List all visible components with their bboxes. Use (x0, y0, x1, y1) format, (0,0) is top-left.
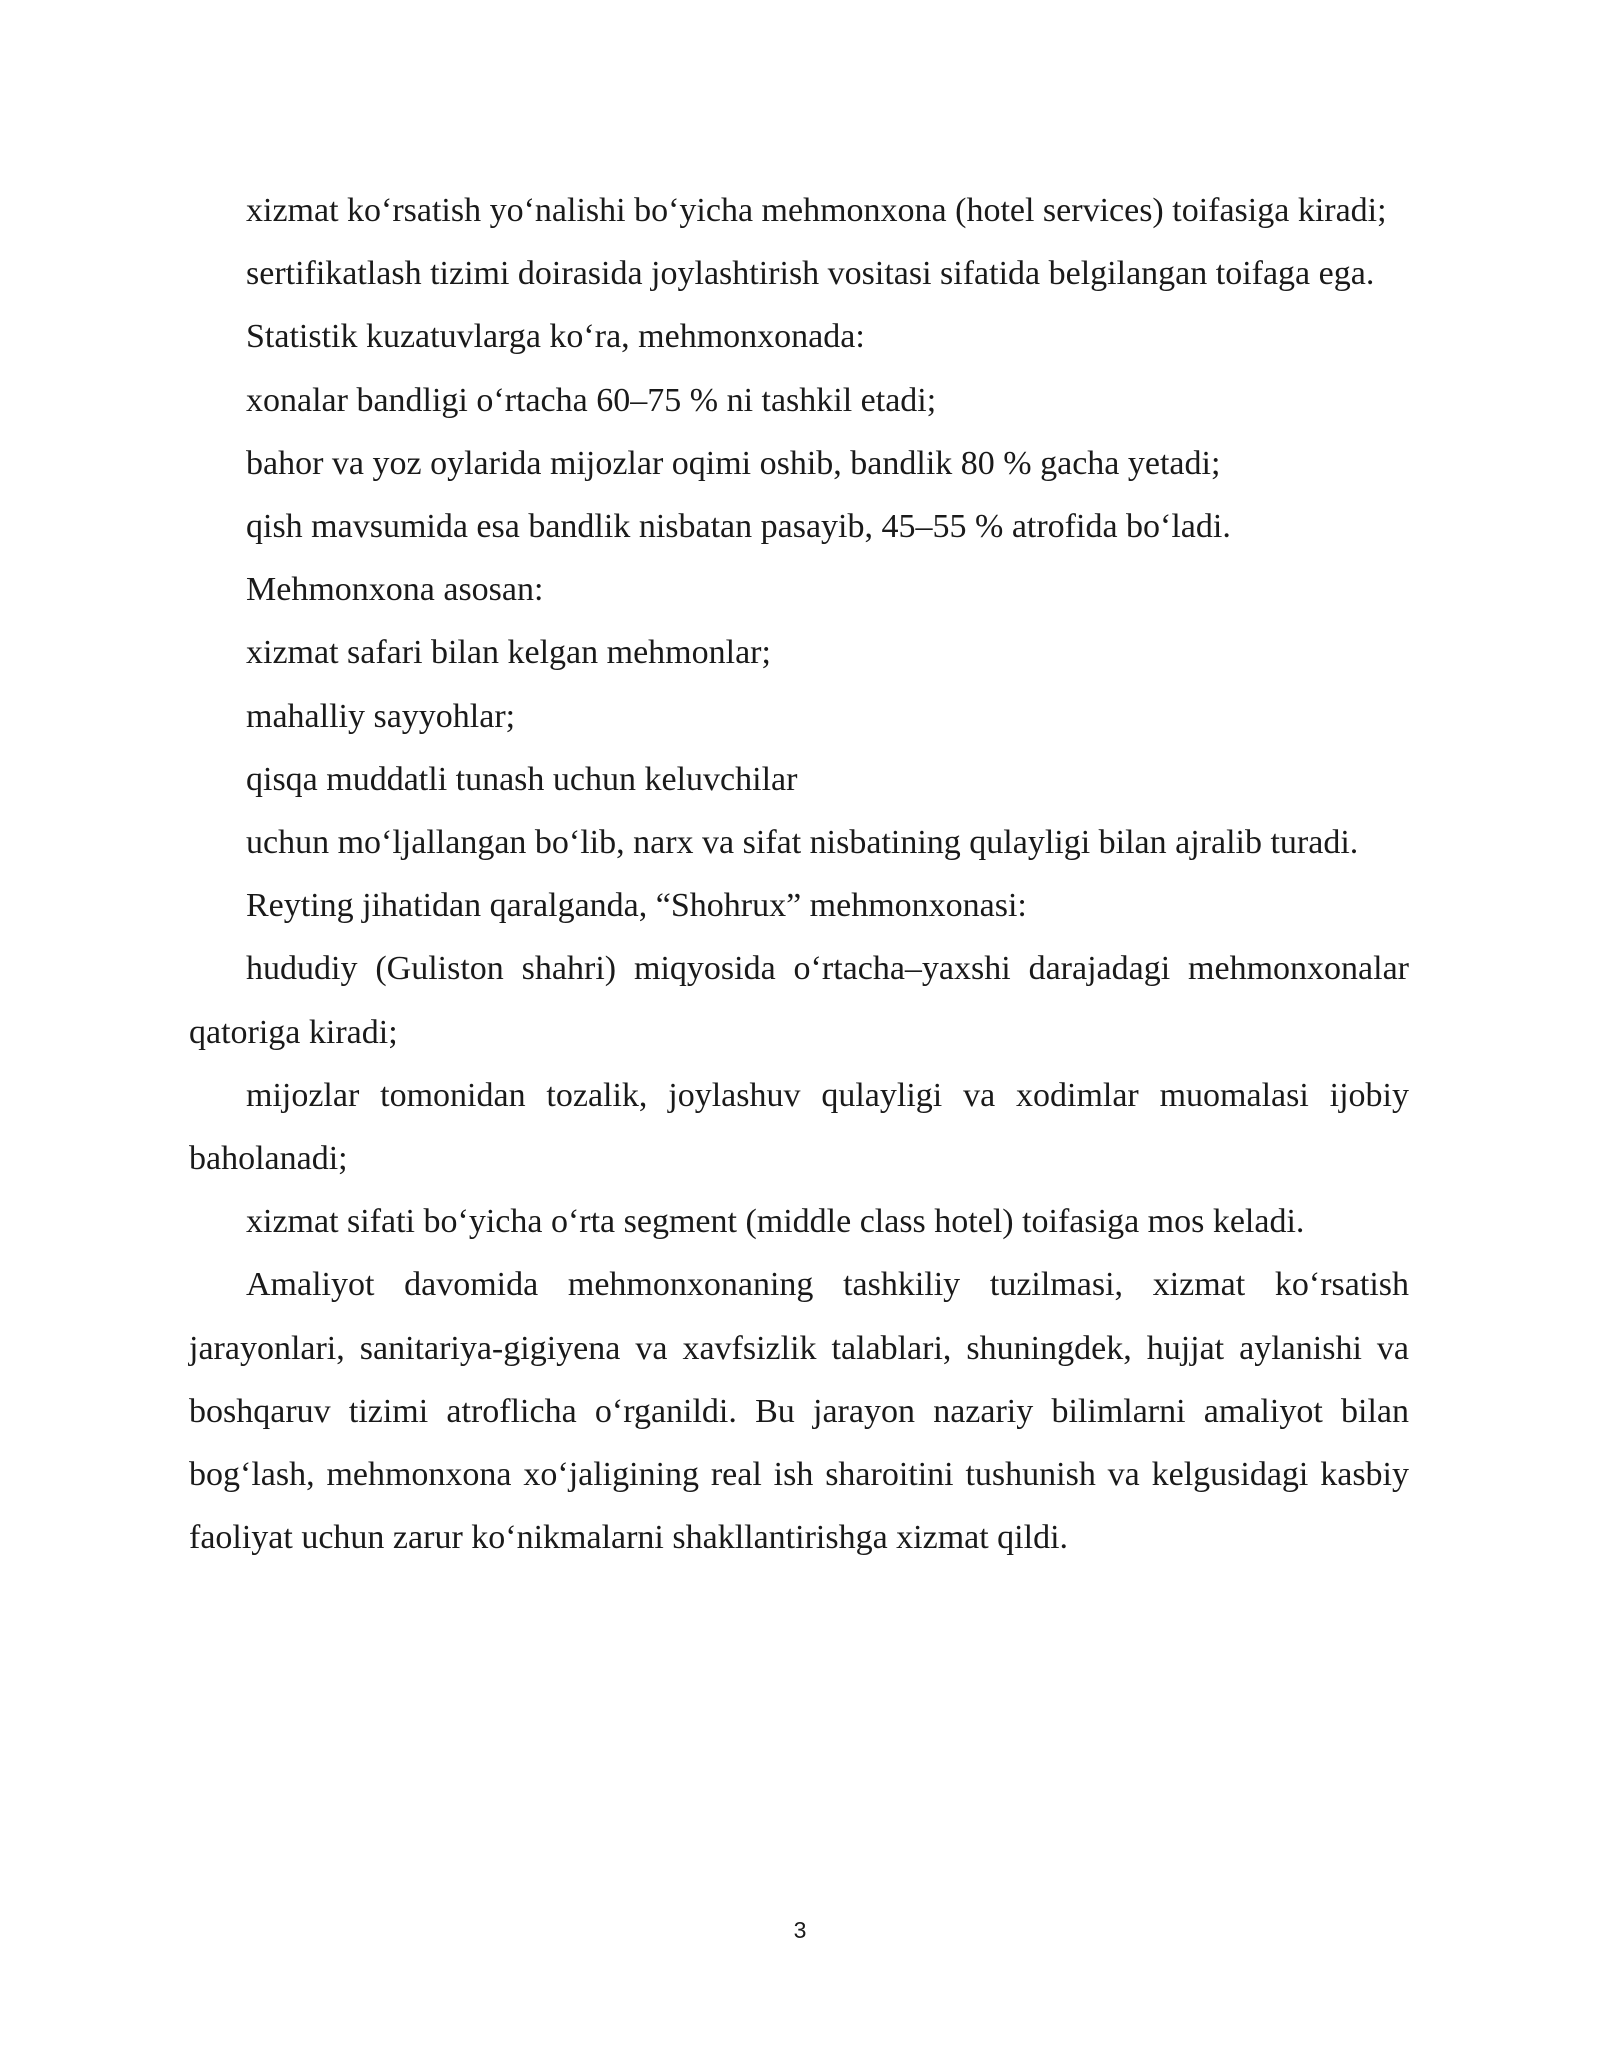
paragraph-occupancy-spring-summer: bahor va yoz oylarida mijozlar oqimi oshib, bandlik 80 % gacha yetadi; (246, 444, 1221, 482)
paragraph-customer-feedback: mijozlar tomonidan tozalik, joylashuv qulayligi va xodimlar muomalasi ijobiy baholanadi; (189, 1076, 1409, 1178)
paragraph-statistics-intro: Statistik kuzatuvlarga ko‘ra, mehmonxonada: (246, 318, 865, 356)
paragraph-guests-intro: Mehmonxona asosan: (246, 571, 544, 609)
paragraph-occupancy-average: xonalar bandligi o‘rtacha 60–75 % ni tashkil etadi; (246, 381, 937, 419)
page-number: 3 (793, 1917, 807, 1943)
paragraph-short-stay-guests: qisqa muddatli tunash uchun keluvchilar (246, 760, 798, 798)
paragraph-middle-class-segment: xizmat sifati bo‘yicha o‘rta segment (middle class hotel) toifasiga mos keladi. (246, 1203, 1305, 1241)
paragraph-local-tourists: mahalliy sayyohlar; (246, 697, 516, 735)
paragraph-occupancy-winter: qish mavsumida esa bandlik nisbatan pasayib, 45–55 % atrofida bo‘ladi. (246, 508, 1231, 546)
paragraph-internship-conclusion: Amaliyot davomida mehmonxonaning tashkiliy tuzilmasi, xizmat ko‘rsatish jarayonlari, sanitariya-gigiyena va xavfsizlik talablari, shuningdek, hujjat aylanishi va boshqaruv tizimi atroflicha o‘rganildi. Bu jarayon nazariy bilimlarni amaliyot bilan bog‘lash, mehmonxona xo‘jaligining real ish sharoitini tushunish va kelgusidagi kasbiy faoliyat uchun zarur ko‘nikmalarni shakllantirishga xizmat qildi. (189, 1266, 1409, 1557)
body-text (189, 179, 1409, 1569)
paragraph-hotel-services-category: xizmat ko‘rsatish yo‘nalishi bo‘yicha mehmonxona (hotel services) toifasiga kiradi; (246, 192, 1387, 229)
paragraph-business-travelers: xizmat safari bilan kelgan mehmonlar; (246, 634, 771, 672)
paragraph-rating-intro: Reyting jihatidan qaralganda, “Shohrux” mehmonxonasi: (246, 887, 1027, 925)
paragraph-regional-rating: hududiy (Guliston shahri) miqyosida o‘rtacha–yaxshi darajadagi mehmonxonalar qatoriga kiradi; (189, 950, 1409, 1051)
paragraph-certification-category: sertifikatlash tizimi doirasida joylashtirish vositasi sifatida belgilangan toifaga ega. (246, 255, 1375, 293)
paragraph-price-quality: uchun mo‘ljallangan bo‘lib, narx va sifat nisbatining qulayligi bilan ajralib turadi. (246, 824, 1359, 862)
